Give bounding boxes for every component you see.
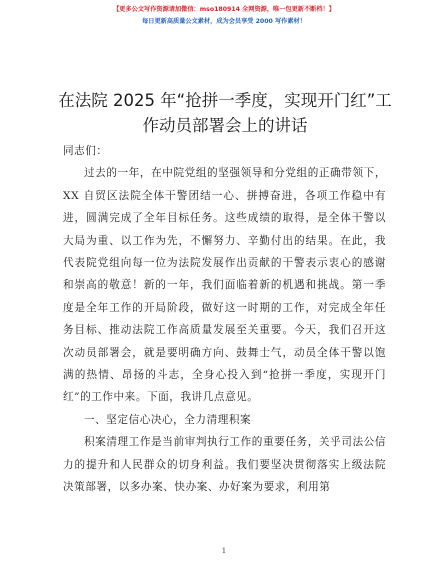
promo-line-membership: 每日更新高质量公文素材，成为会员享受 2000 写作素材！ — [142, 18, 306, 25]
document-body — [63, 140, 386, 499]
salutation: 同志们： — [63, 145, 108, 157]
title-line-2: 作动员部署会上的讲话 — [142, 116, 308, 135]
section-heading-1: 一、坚定信心决心，全力清理积案 — [84, 413, 252, 426]
paragraph-intro: 过去的一年，在中院党组的坚强领导和分党组的正确带领下，XX 自贸区法院全体干警团结一心、拼搏奋进，各项工作稳中有进，圆满完成了全年目标任务。这些成绩的取得，是全体干警以大局为重、以工作为先，不懈努力、辛勤付出的结果。在此，我代表院党组向每一位为法院发展作出贡献的干警表示衷心的感谢和崇高的敬意！新的一年，我们面临着新的机遇和挑战。第一季度是全年工作的开局阶段，做好这一时期的工作，对完成全年任务目标、推动法院工作高质量发展至关重要。今天，我们召开这次动员部署会，就是要明确方向、鼓舞士气，动员全体干警以饱满的热情、昂扬的斗志，全身心投入到“抢拼一季度，实现开门红”的工作中来。下面，我讲几点意见。 — [63, 167, 386, 404]
document-title — [55, 88, 395, 138]
title-line-1: 在法院 2025 年“抢拼一季度，实现开门红”工 — [58, 91, 392, 110]
promo-line-wechat: 【更多公文写作资源请加微信：mso180914 全网资源，唯一包更新不断档！】 — [113, 6, 335, 13]
paragraph-backlog: 积案清理工作是当前审判执行工作的重要任务，关乎司法公信力的提升和人民群众的切身利益。我们要坚决贯彻落实上级法院决策部署，以多办案、快办案、办好案为要求，利用第 — [63, 436, 386, 494]
page-number: 1 — [221, 547, 227, 555]
promo-banner — [0, 4, 448, 28]
